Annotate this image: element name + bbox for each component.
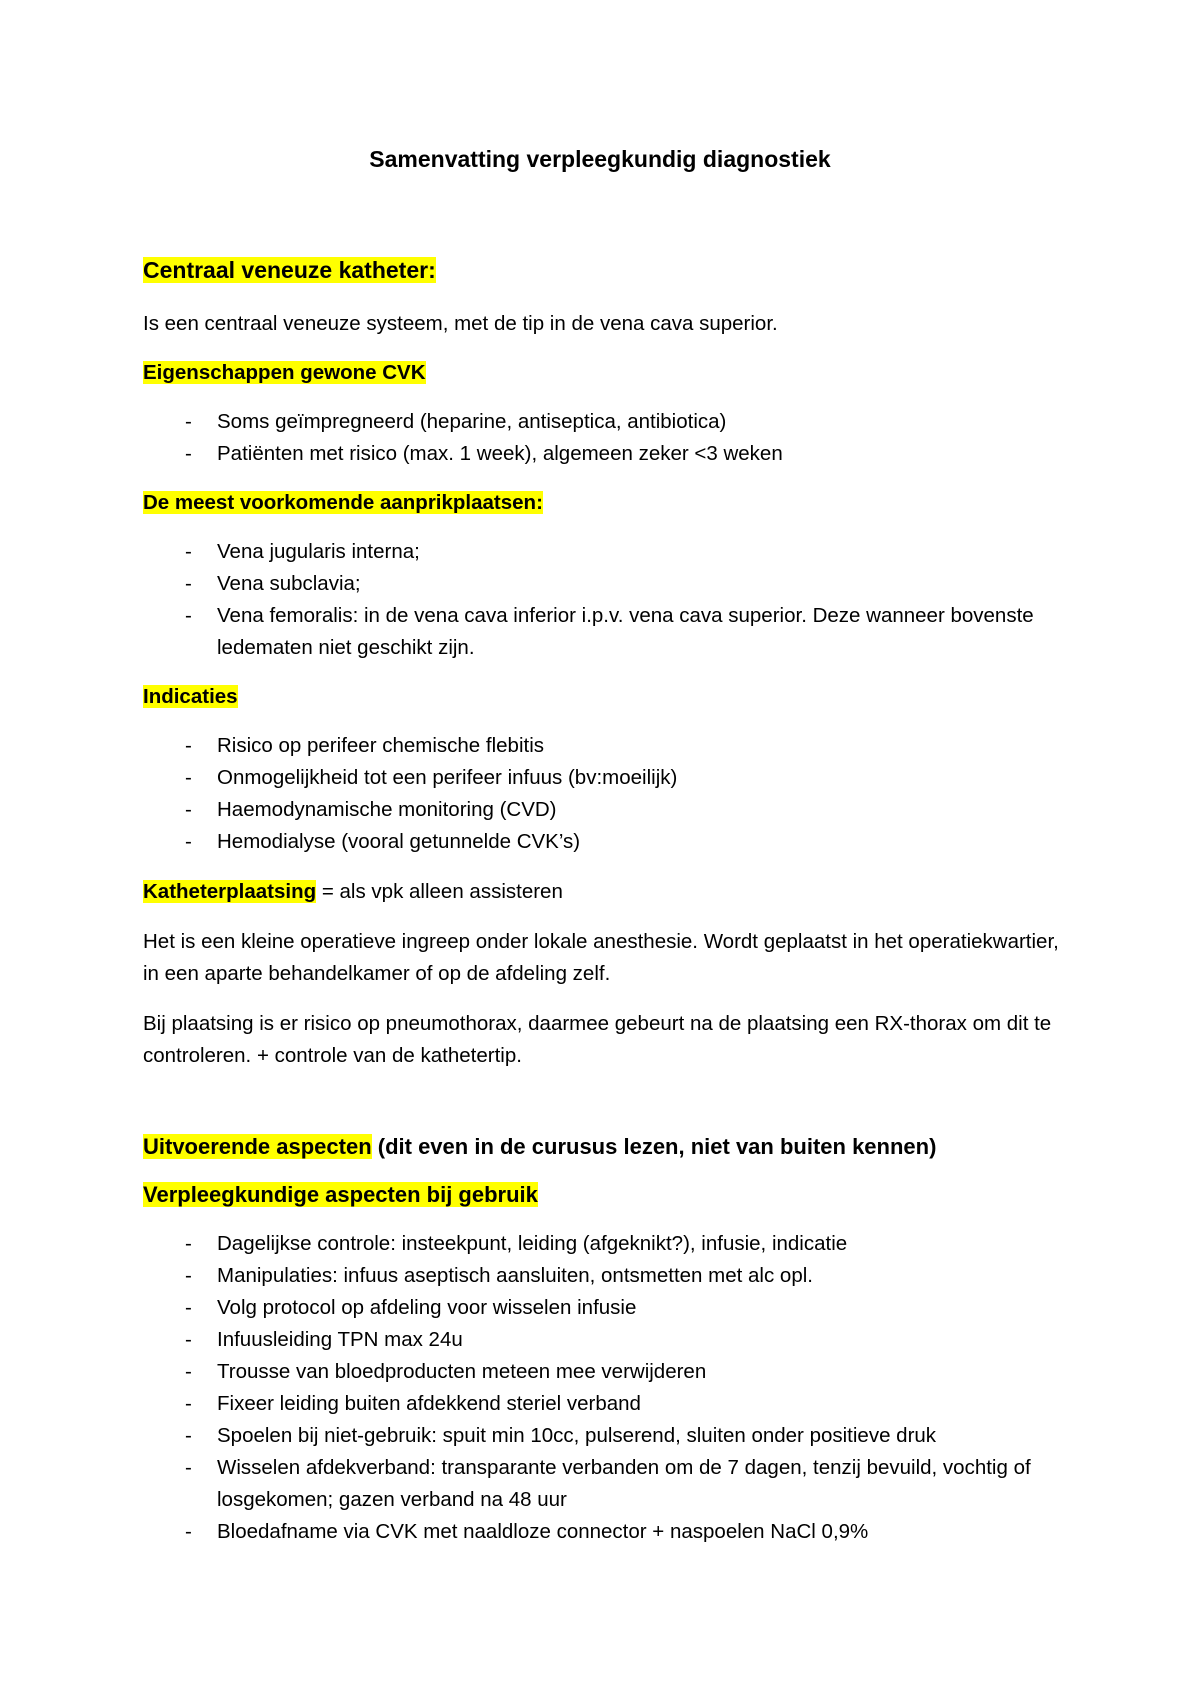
list-item: - Onmogelijkheid tot een perifeer infuus (bv:moeilijk) <box>143 762 1063 794</box>
aanprik-list <box>143 536 1063 664</box>
list-item: - Fixeer leiding buiten afdekkend steriel verband <box>143 1388 1063 1420</box>
list-item: - Volg protocol op afdeling voor wisselen infusie <box>143 1292 1063 1324</box>
section-heading-aanprikplaatsen <box>143 488 1063 518</box>
katheterplaatsing-rest: = als vpk alleen assisteren <box>316 880 563 903</box>
list-item: - Risico op perifeer chemische flebitis <box>143 730 1063 762</box>
list-item: - Wisselen afdekverband: transparante verbanden om de 7 dagen, tenzij bevuild, vochtig of losgekomen; gazen verband na 48 uur <box>143 1452 1063 1516</box>
highlighted-heading: Katheterplaatsing <box>143 880 317 903</box>
verpleeg-list <box>143 1228 1063 1548</box>
plaatsing-paragraph-1: Het is een kleine operatieve ingreep onder lokale anesthesie. Wordt geplaatst in het operatiekwartier, in een aparte behandelkamer of op de afdeling zelf. <box>143 930 1059 985</box>
uitvoerend-rest: (dit even in de curusus lezen, niet van buiten kennen) <box>371 1134 937 1159</box>
list-item: - Bloedafname via CVK met naaldloze connector + naspoelen NaCl 0,9% <box>143 1516 1063 1548</box>
list-item: - Dagelijkse controle: insteekpunt, leiding (afgeknikt?), infusie, indicatie <box>143 1228 1063 1260</box>
list-item: - Soms geïmpregneerd (heparine, antiseptica, antibiotica) <box>143 406 1063 438</box>
highlighted-heading: Verpleegkundige aspecten bij gebruik <box>143 1182 538 1207</box>
highlighted-heading: Uitvoerende aspecten <box>143 1134 372 1159</box>
section-heading-verpleegkundige <box>143 1180 1063 1210</box>
list-item: - Manipulaties: infuus aseptisch aansluiten, ontsmetten met alc opl. <box>143 1260 1063 1292</box>
list-item: - Vena jugularis interna; <box>143 536 1063 568</box>
eigenschappen-list <box>143 406 1063 470</box>
list-item: - Hemodialyse (vooral getunnelde CVK’s) <box>143 826 1063 858</box>
section-heading-indicaties <box>143 682 1063 712</box>
list-item: - Patiënten met risico (max. 1 week), algemeen zeker <3 weken <box>143 438 1063 470</box>
list-item: - Haemodynamische monitoring (CVD) <box>143 794 1063 826</box>
page-title: Samenvatting verpleegkundig diagnostiek <box>369 146 831 172</box>
plaatsing-paragraph-2: Bij plaatsing is er risico op pneumothorax, daarmee gebeurt na de plaatsing een RX-thorax om dit te controleren. + controle van de kathetertip. <box>143 1012 1052 1067</box>
indicaties-list <box>143 730 1063 858</box>
list-item: - Infuusleiding TPN max 24u <box>143 1324 1063 1356</box>
highlighted-heading: Centraal veneuze katheter: <box>143 257 436 283</box>
section-heading-cvk <box>143 254 1063 286</box>
list-item: - Vena subclavia; <box>143 568 1063 600</box>
intro-paragraph: Is een centraal veneuze systeem, met de tip in de vena cava superior. <box>143 312 778 335</box>
highlighted-heading: De meest voorkomende aanprikplaatsen: <box>143 491 543 514</box>
section-heading-uitvoerend <box>143 1132 1063 1162</box>
highlighted-heading: Eigenschappen gewone CVK <box>143 361 426 384</box>
spacer <box>143 1090 1063 1132</box>
highlighted-heading: Indicaties <box>143 685 238 708</box>
section-heading-eigenschappen <box>143 358 1063 388</box>
list-item: - Trousse van bloedproducten meteen mee verwijderen <box>143 1356 1063 1388</box>
katheterplaatsing-line <box>143 876 1063 908</box>
list-item: - Spoelen bij niet-gebruik: spuit min 10cc, pulserend, sluiten onder positieve druk <box>143 1420 1063 1452</box>
list-item: - Vena femoralis: in de vena cava inferior i.p.v. vena cava superior. Deze wanneer bovenste ledematen niet geschikt zijn. <box>143 600 1063 664</box>
document-body <box>143 254 1063 1566</box>
